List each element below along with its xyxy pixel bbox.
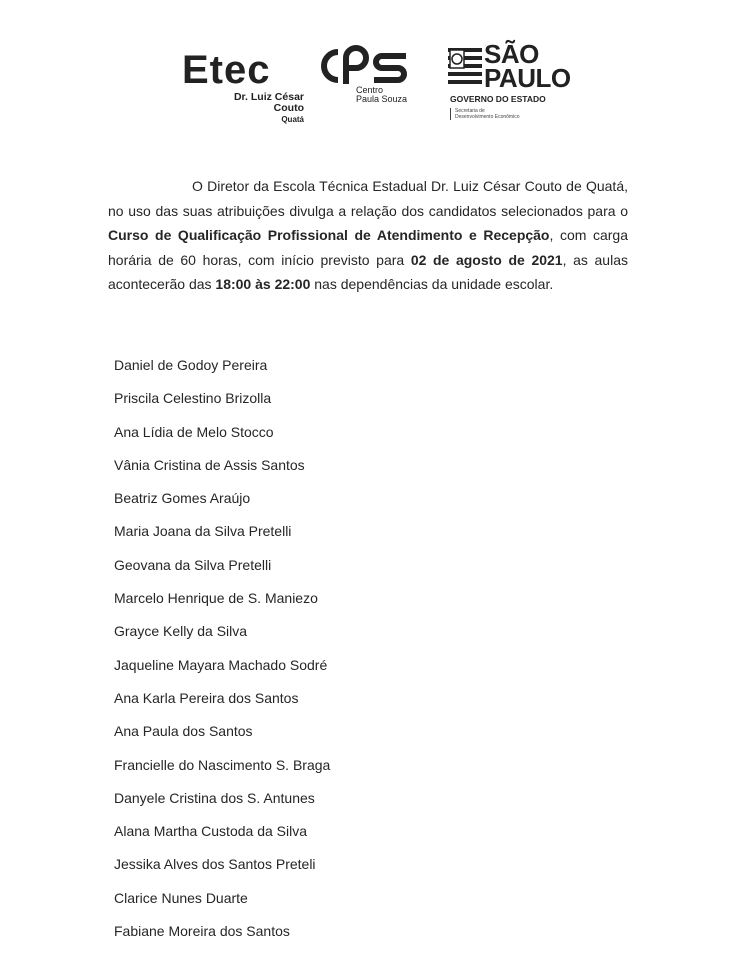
etec-logo-school-name	[234, 92, 304, 125]
intro-paragraph	[108, 174, 628, 297]
intro-text-2: , com carga horária de 60 horas, com início previsto para	[108, 227, 629, 268]
candidate-name: Geovana da Silva Pretelli	[114, 556, 272, 573]
class-hours: 18:00 às 22:00	[215, 276, 311, 292]
etec-logo-word: Etec	[182, 48, 271, 92]
cps-logo	[316, 44, 416, 114]
etec-logo	[182, 48, 312, 123]
candidate-name: Grayce Kelly da Silva	[114, 623, 248, 640]
sao-paulo-flag-icon	[446, 44, 486, 90]
course-name: Curso de Qualificação Profissional de Atendimento e Recepção	[108, 227, 550, 243]
candidate-name: Jaqueline Mayara Machado Sodré	[114, 656, 328, 673]
etec-logo-line3: Quatá	[281, 115, 304, 124]
candidate-name: Maria Joana da Silva Pretelli	[114, 523, 292, 540]
candidate-name: Priscila Celestino Brizolla	[114, 390, 272, 407]
sao-paulo-logo	[446, 39, 571, 124]
candidate-name: Danyele Cristina dos S. Antunes	[114, 789, 315, 806]
secretaria-line2: Desenvolvimento Econômico	[455, 114, 520, 120]
candidate-name: Alana Martha Custoda da Silva	[114, 823, 307, 840]
document-header	[0, 40, 729, 130]
candidate-name: Ana Karla Pereira dos Santos	[114, 689, 299, 706]
candidate-name: Francielle do Nascimento S. Braga	[114, 756, 331, 773]
candidate-name: Jessika Alves dos Santos Preteli	[114, 856, 316, 873]
secretaria-label	[450, 108, 519, 120]
sao-paulo-line2: PAULO	[484, 63, 571, 93]
candidate-name: Daniel de Godoy Pereira	[114, 357, 268, 373]
candidate-name: Clarice Nunes Duarte	[114, 889, 248, 906]
cps-logo-text	[356, 86, 407, 104]
governo-do-estado-label: GOVERNO DO ESTADO	[450, 94, 546, 104]
etec-logo-line1: Dr. Luiz César	[233, 91, 304, 103]
candidate-name: Beatriz Gomes Araújo	[114, 490, 251, 507]
candidate-name: Vânia Cristina de Assis Santos	[114, 456, 305, 473]
candidate-name: Fabiane Moreira dos Santos	[114, 923, 290, 940]
candidate-name: Ana Paula dos Santos	[114, 723, 253, 740]
cps-logo-line2: Paula Souza	[356, 94, 408, 104]
etec-logo-line2: Couto	[273, 102, 304, 114]
selected-candidates-list	[114, 352, 330, 951]
intro-text-4: nas dependências da unidade escolar.	[310, 276, 554, 292]
candidate-name: Marcelo Henrique de S. Maniezo	[114, 590, 318, 607]
sao-paulo-wordmark	[484, 39, 571, 93]
candidate-name: Ana Lídia de Melo Stocco	[114, 423, 274, 440]
cps-monogram-icon	[316, 44, 416, 88]
start-date: 02 de agosto de 2021	[410, 251, 563, 268]
intro-text-3: , as aulas acontecerão das	[108, 251, 628, 292]
cps-logo-line1: Centro	[356, 85, 384, 95]
secretaria-line1: Secretaria de	[455, 108, 485, 114]
sao-paulo-line1: SÃO	[484, 39, 539, 69]
intro-text-1: O Diretor da Escola Técnica Estadual Dr. Luiz César Couto de Quatá, no uso das suas atribuições divulga a relação dos candidatos selecionados para o	[108, 178, 628, 219]
